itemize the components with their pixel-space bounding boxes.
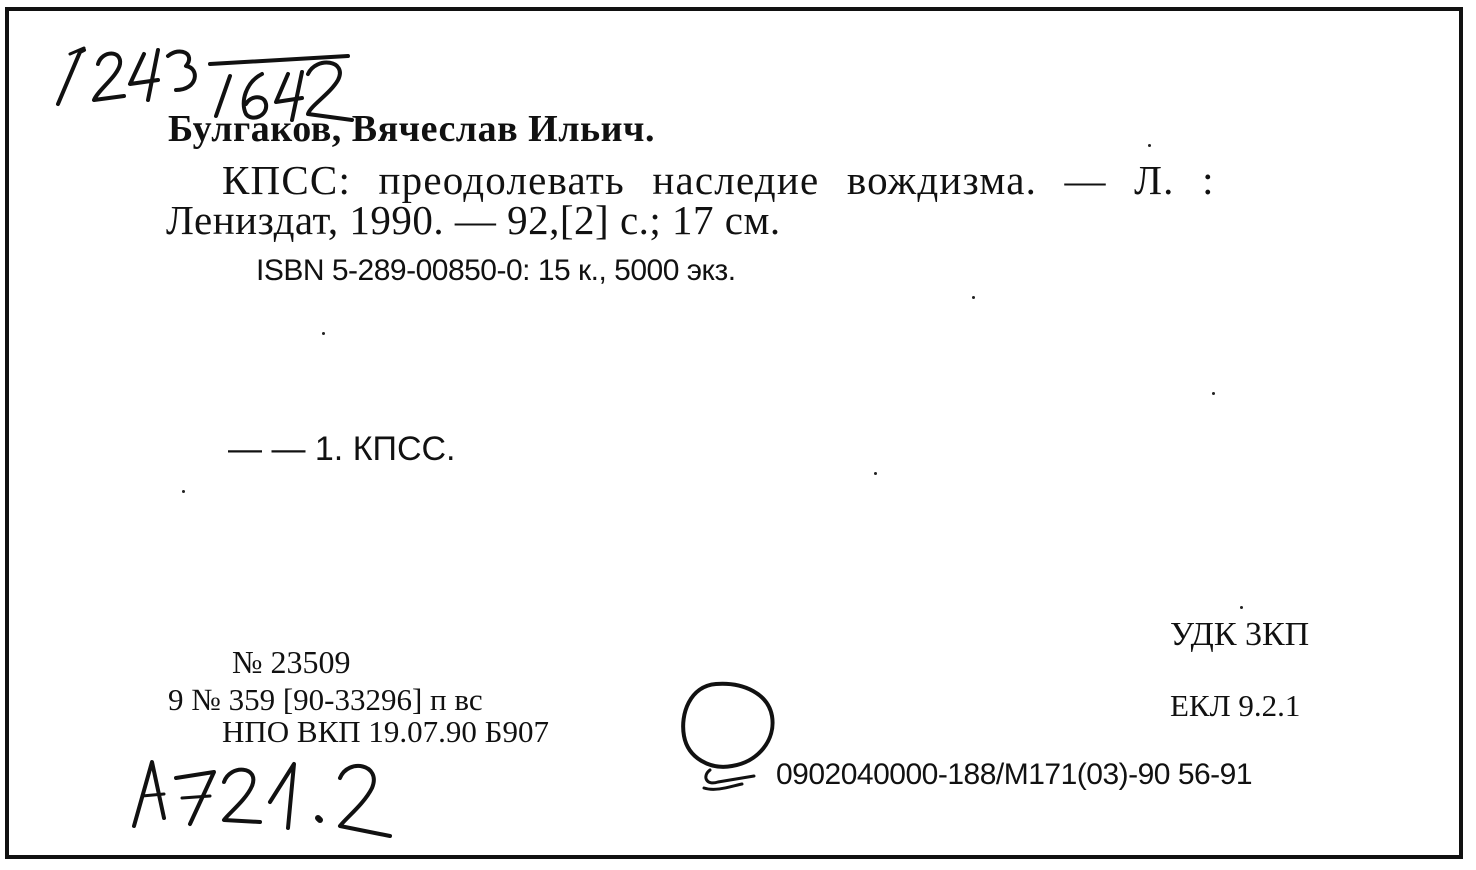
speck <box>182 490 185 493</box>
isbn-line: ISBN 5-289-00850-0: 15 к., 5000 экз. <box>256 254 736 287</box>
subject-heading: — — 1. КПСС. <box>228 430 456 468</box>
speck <box>1148 144 1151 147</box>
speck <box>322 332 325 335</box>
npo-line: НПО ВКП 19.07.90 Б907 <box>222 714 549 749</box>
author-name: Булгаков, Вячеслав Ильич. <box>168 108 655 150</box>
speck <box>1240 606 1243 609</box>
catalog-code: 0902040000-188/М171(03)-90 56-91 <box>776 758 1253 791</box>
punch-hole-circle <box>676 678 786 798</box>
book-title-line: КПСС: преодолевать наследие вождизма. — Л. : <box>222 157 1215 203</box>
udk-code: УДК 3КП <box>1170 616 1310 653</box>
card-number: № 23509 <box>232 644 351 680</box>
publisher-line: Лениздат, 1990. — 92,[2] с.; 17 см. <box>166 197 781 243</box>
handwritten-shelf-mark <box>120 748 420 838</box>
speck <box>874 472 877 475</box>
ekl-code: ЕКЛ 9.2.1 <box>1170 688 1301 723</box>
speck <box>1212 392 1215 395</box>
speck <box>972 296 975 299</box>
order-line: 9 № 359 [90-33296] п вс <box>168 682 483 717</box>
